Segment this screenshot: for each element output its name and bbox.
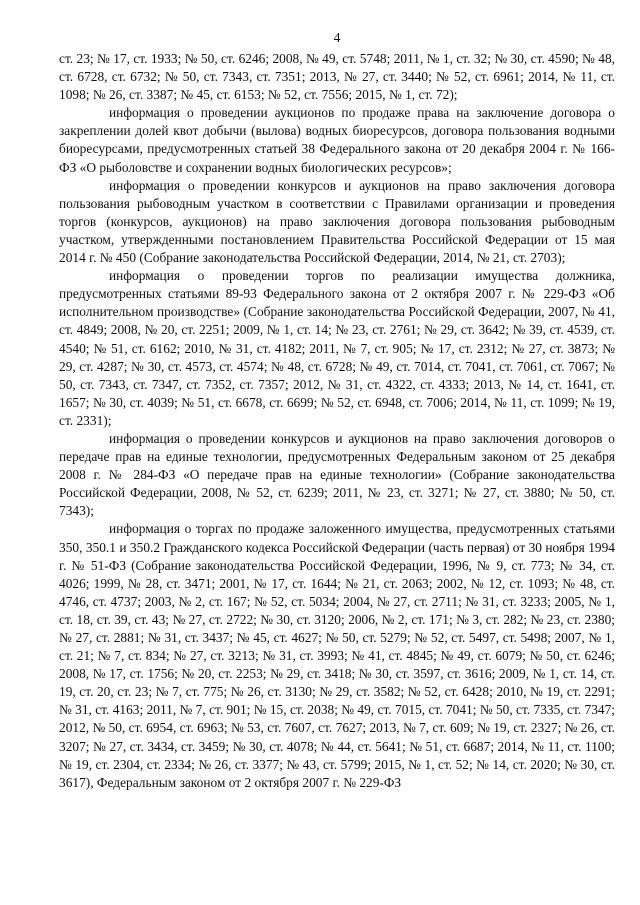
paragraph-legislation-references: ст. 23; № 17, ст. 1933; № 50, ст. 6246; 2008, № 49, ст. 5748; 2011, № 1, ст. 32; № 30, ст. 4590; № 48, ст. 6728, ст. 6732; № 50, ст. 7343, ст. 7351; 2013, № 27, ст. 3440; № 52, ст. 6961; 2014, № 11, ст. 1098; № 26, ст. 3387; № 45, ст. 6153; № 52, ст. 7556; 2015, № 1, ст. 72); [59, 51, 615, 103]
page-number: 4 [333, 30, 341, 45]
paragraph-pledged-property-sales: информация о торгах по продаже заложенного имущества, предусмотренных статьями 350, 350.1 и 350.2 Гражданского кодекса Российской Федерации (часть первая) от 30 ноября 1994 г. № 51-ФЗ (Собрание законодательства Российской Федерации, 1996, № 9, ст. 773; № 34, ст. 4026; 1999, № 28, ст. 3471; 2001, № 17, ст. 1644; № 21, ст. 2063; 2002, № 12, ст. 1093; № 48, ст. 4746, ст. 4737; 2003, № 2, ст. 167; № 52, ст. 5034; 2004, № 27, ст. 2711; № 31, ст. 3233; 2005, № 1, ст. 18, ст. 39, ст. 43; № 27, ст. 2722; № 30, ст. 3120; 2006, № 2, ст. 171; № 3, ст. 282; № 23, ст. 2380; № 27, ст. 2881; № 31, ст. 3437; № 45, ст. 4627; № 50, ст. 5279; № 52, ст. 5497, ст. 5498; 2007, № 1, ст. 21; № 7, ст. 834; № 27, ст. 3213; № 31, ст. 3993; № 41, ст. 4845; № 49, ст. 6079; № 50, ст. 6246; 2008, № 17, ст. 1756; № 20, ст. 2253; № 29, ст. 3418; № 30, ст. 3597, ст. 3616; 2009, № 1, ст. 14, ст. 19, ст. 20, ст. 23; № 7, ст. 775; № 26, ст. 3130; № 29, ст. 3582; № 52, ст. 6428; 2010, № 19, ст. 2291; № 31, ст. 4163; 2011, № 7, ст. 901; № 15, ст. 2038; № 49, ст. 7015, ст. 7041; № 50, ст. 7335, ст. 7347; 2012, № 50, ст. 6954, ст. 6963; № 53, ст. 7607, ст. 7627; 2013, № 7, ст. 609; № 19, ст. 2327; № 26, ст. 3207; № 27, ст. 3434, ст. 3459; № 30, ст. 4078; № 44, ст. 5641; № 51, ст. 6687; 2014, № 11, ст. 1100; № 19, ст. 2304, ст. 2334; № 26, ст. 3377; № 43, ст. 5799; 2015, № 1, ст. 52; № 14, ст. 2020; № 30, ст. 3617), Федеральным законом от 2 октября 2007 г. № 229-ФЗ [59, 521, 615, 790]
document-body [59, 50, 615, 792]
paragraph-fish-farming-tenders: информация о проведении конкурсов и аукционов на право заключения договора пользования рыбоводным участком в соответствии с Правилами организации и проведения торгов (конкурсов, аукционов) на право заключения договора пользования рыбоводным участком, утвержденными постановлением Правительства Российской Федерации от 15 мая 2014 г. № 450 (Собрание законодательства Российской Федерации, 2014, № 21, ст. 2703); [59, 177, 615, 266]
paragraph-unified-technologies-tenders: информация о проведении конкурсов и аукционов на право заключения договоров о передаче прав на единые технологии, предусмотренных Федеральным законом от 25 декабря 2008 г. № 284-ФЗ «О передаче прав на единые технологии» (Собрание законодательства Российской Федерации, 2008, № 52, ст. 6239; 2011, № 23, ст. 3271; № 27, ст. 3880; № 50, ст. 7343); [59, 430, 615, 519]
paragraph-fishing-quota-auctions: информация о проведении аукционов по продаже права на заключение договора о закреплении долей квот добычи (вылова) водных биоресурсов, договора пользования водными биоресурсами, предусмотренных статьей 38 Федерального закона от 20 декабря 2004 г. № 166-ФЗ «О рыболовстве и сохранении водных биологических ресурсов»; [59, 105, 615, 175]
paragraph-debtor-property-sales: информация о проведении торгов по реализации имущества должника, предусмотренных статьями 89-93 Федерального закона от 2 октября 2007 г. № 229-ФЗ «Об исполнительном производстве» (Собрание законодательства Российской Федерации, 2007, № 41, ст. 4849; 2008, № 20, ст. 2251; 2009, № 1, ст. 14; № 23, ст. 2761; № 29, ст. 3642; № 39, ст. 4539, ст. 4540; № 51, ст. 6162; 2010, № 31, ст. 4182; 2011, № 7, ст. 905; № 17, ст. 2312; № 27, ст. 3873; № 29, ст. 4287; № 30, ст. 4573, ст. 4574; № 48, ст. 6728; № 49, ст. 7014, ст. 7041, ст. 7061, ст. 7067; № 50, ст. 7343, ст. 7347, ст. 7352, ст. 7357; 2012, № 31, ст. 4322, ст. 4333; 2013, № 14, ст. 1641, ст. 1657; № 30, ст. 4039; № 51, ст. 6678, ст. 6699; № 52, ст. 6948, ст. 7006; 2014, № 11, ст. 1099; № 19, ст. 2331); [59, 268, 615, 428]
